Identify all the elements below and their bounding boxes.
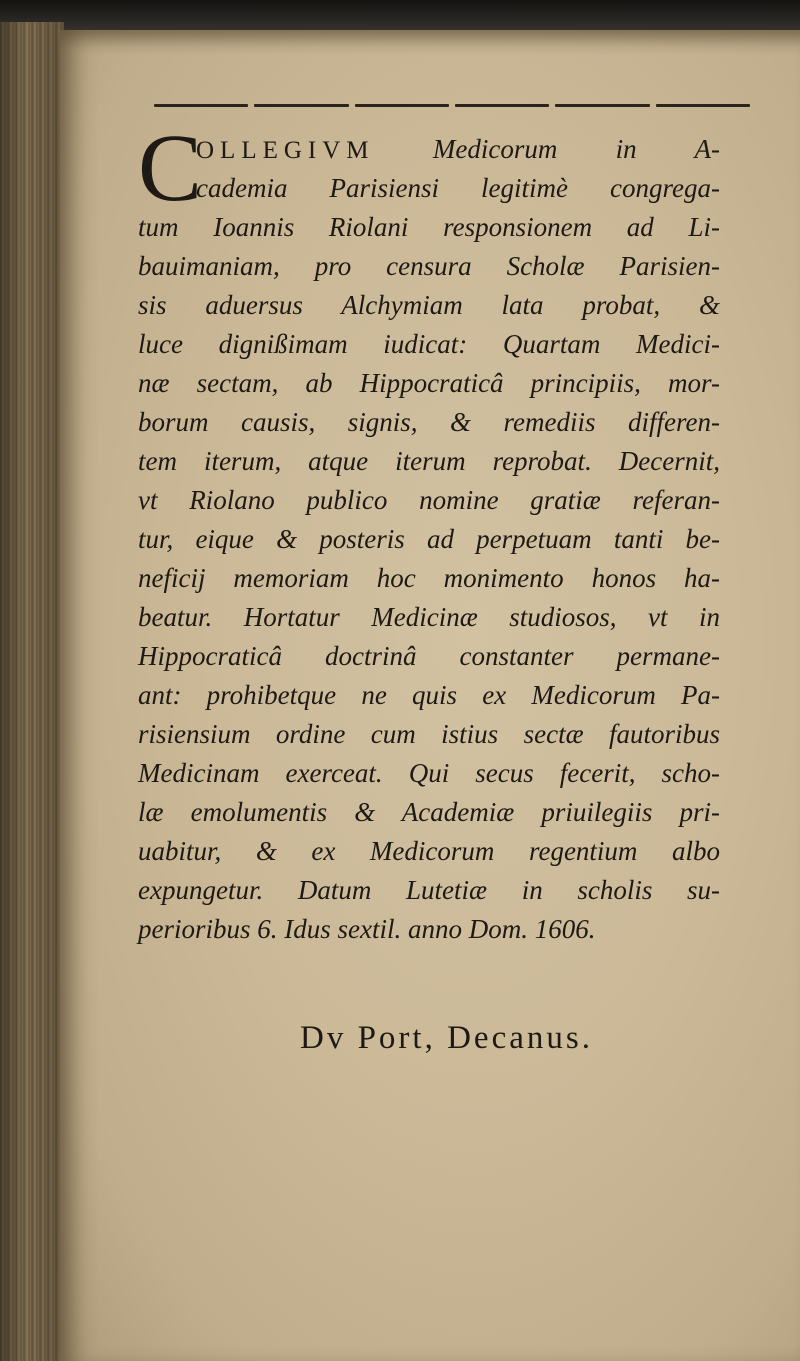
text-line: borum causis, signis, & remediis differen-: [138, 407, 720, 437]
text-line: næ sectam, ab Hippocraticâ principiis, mor-: [138, 368, 720, 398]
drop-cap: C: [138, 114, 203, 221]
text-line: luce dignißimam iudicat: Quartam Medici-: [138, 329, 720, 359]
text-line: vt Riolano publico nomine gratiæ referan-: [138, 485, 720, 515]
text-line-1: [196, 130, 720, 169]
text-line: sis aduersus Alchymiam lata probat, &: [138, 290, 720, 320]
text-line: bauimaniam, pro censura Scholæ Parisien-: [138, 251, 720, 281]
text-line: risiensium ordine cum istius sectæ fautoribus: [138, 719, 720, 749]
text-line-2: cademia Parisiensi legitimè congrega-: [196, 173, 720, 203]
opening-lines: [138, 114, 721, 221]
text-line: Hippocraticâ doctrinâ constanter permane-: [138, 641, 720, 671]
text-line: Medicinam exerceat. Qui secus fecerit, scho-: [138, 758, 720, 788]
text-line: tur, eique & posteris ad perpetuam tanti be-: [138, 524, 720, 554]
text-line: ant: prohibetque ne quis ex Medicorum Pa-: [138, 680, 720, 710]
opening-word: OLLEGIVM: [196, 137, 375, 164]
text-line: læ emolumentis & Academiæ priuilegiis pri-: [138, 797, 720, 827]
text-line: neficij memoriam hoc monimento honos ha-: [138, 563, 720, 593]
text-line: beatur. Hortatur Medicinæ studiosos, vt in: [138, 602, 720, 632]
text-line-last: perioribus 6. Idus sextil. anno Dom. 1606.: [138, 914, 596, 944]
decree-text: [138, 114, 721, 949]
page-edges: [0, 22, 64, 1361]
text-line: uabitur, & ex Medicorum regentium albo: [138, 836, 720, 866]
text-line: tum Ioannis Riolani responsionem ad Li-: [138, 212, 720, 242]
opening-rest: Medicorum in A-: [432, 134, 721, 164]
signature: Dv Port, Decanus.: [300, 1020, 593, 1056]
text-line: tem iterum, atque iterum reprobat. Decernit,: [138, 446, 720, 476]
ornamental-rule: [154, 104, 750, 108]
text-line: expungetur. Datum Lutetiæ in scholis su-: [138, 875, 720, 905]
